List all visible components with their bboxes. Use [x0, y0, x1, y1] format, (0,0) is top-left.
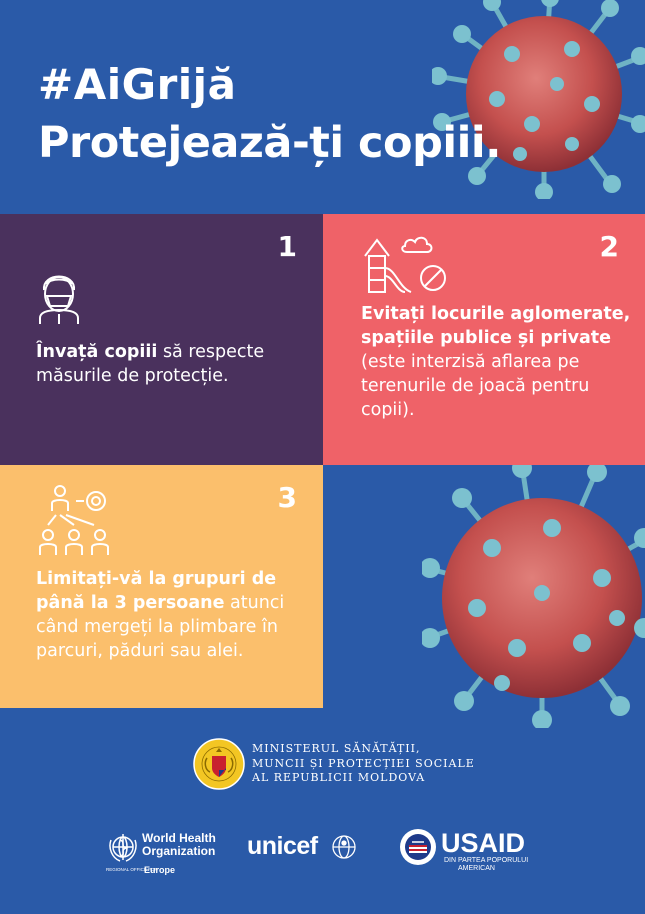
panel-number: 1: [277, 230, 297, 263]
unicef-wordmark: unicef: [247, 832, 318, 860]
coronavirus-illustration-top: [432, 0, 645, 199]
who-region-label: REGIONAL OFFICE FOR: [106, 867, 158, 872]
hashtag-title: #AiGrijă: [38, 60, 237, 109]
panel-2-text: Evitați locurile aglomerate, spațiile publice și private (este interzisă aflarea pe terenurile de joacă pentru copii).: [361, 304, 631, 420]
who-region: Europe: [144, 865, 176, 875]
group-of-people-icon: [36, 483, 112, 557]
panel-number: 2: [599, 230, 619, 263]
who-name: World Health Organization: [142, 831, 216, 858]
panel-number: 3: [277, 481, 297, 514]
playground-prohibited-icon: [361, 232, 447, 296]
usaid-tagline: DIN PARTEA POPORULUI AMERICAN: [444, 857, 529, 872]
coronavirus-illustration-bottom: [422, 458, 645, 728]
unicef-emblem-icon: [331, 834, 357, 860]
usaid-logo: [399, 828, 534, 873]
unicef-logo: [247, 832, 362, 862]
page-title: Protejează-ți copiii.: [38, 118, 501, 168]
info-panel-1: [0, 214, 323, 465]
who-europe-logo: [106, 830, 216, 880]
info-panel-2: [323, 214, 645, 465]
ministry-logo: [192, 732, 492, 796]
ministry-name: MINISTERUL SĂNĂTĂȚII, MUNCII ȘI PROTECȚIEI SOCIALE AL REPUBLICII MOLDOVA: [252, 742, 475, 784]
who-emblem-icon: [106, 830, 140, 864]
panel-3-text: Limitați-vă la grupuri de până la 3 persoane atunci când mergeți la plimbare în parcuri, păduri sau alei.: [36, 569, 285, 661]
child-with-mask-icon: [36, 264, 82, 326]
usaid-wordmark: USAID: [441, 828, 526, 858]
info-panel-3: [0, 465, 323, 708]
usaid-seal-icon: [399, 828, 437, 866]
moldova-coat-of-arms-icon: [192, 732, 246, 796]
panel-1-text: Învață copiii să respecte măsurile de protecție.: [36, 342, 265, 386]
